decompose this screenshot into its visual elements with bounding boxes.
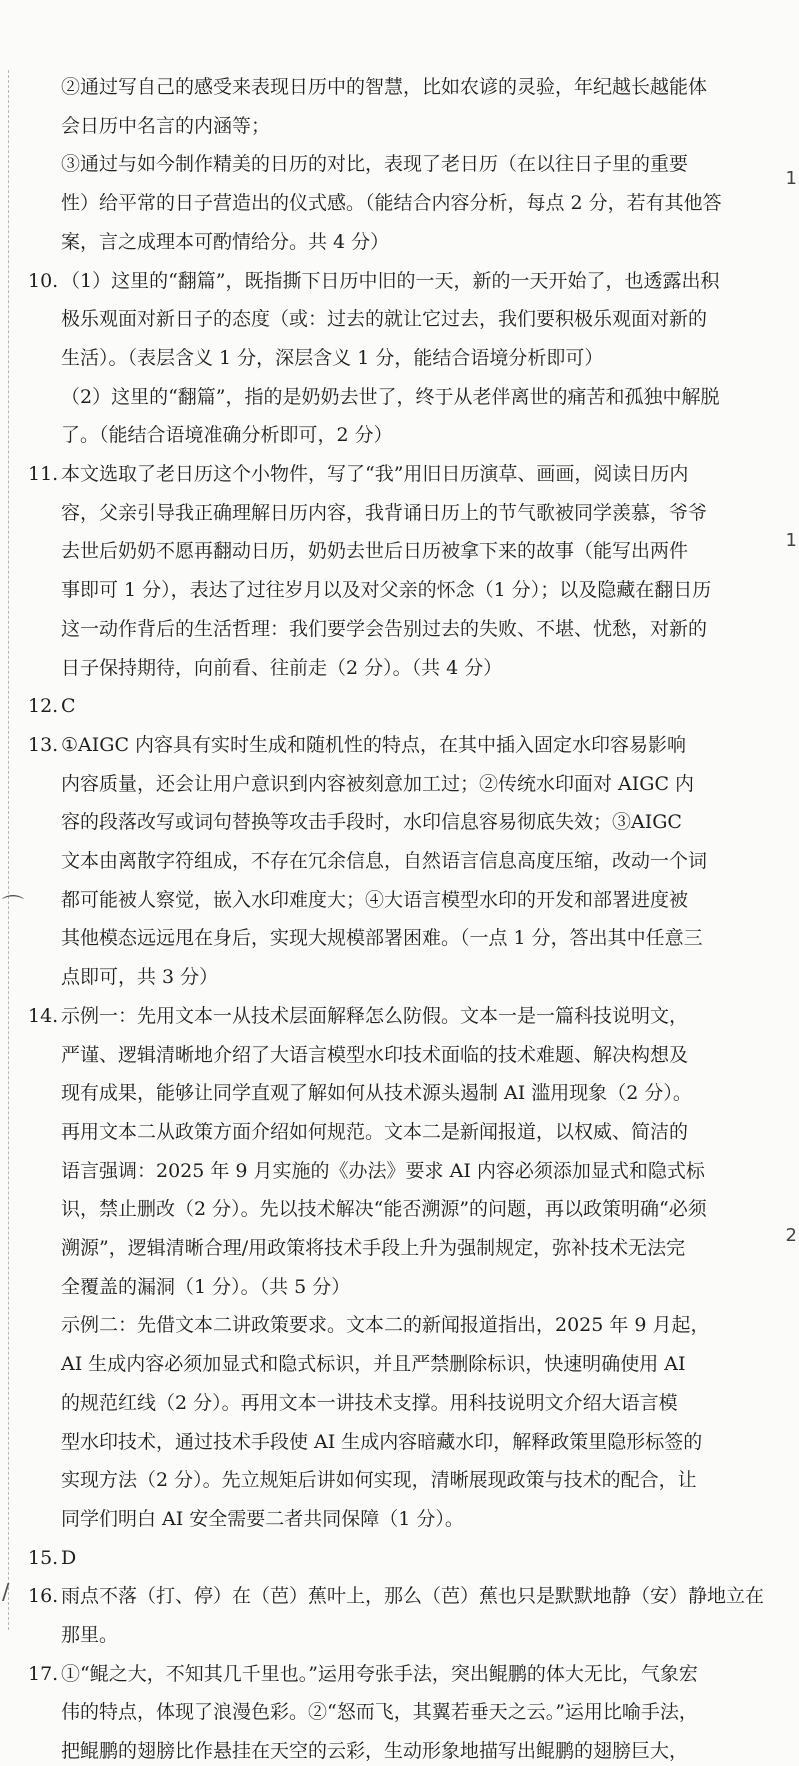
margin-mark: 2 [785,1225,797,1246]
text-line: 事即可 1 分），表达了过往岁月以及对父亲的怀念（1 分）；以及隐藏在翻日历 [61,579,712,601]
pencil-mark-icon: ∕ [2,1580,10,1605]
text-line: 伟的特点，体现了浪漫色彩。②“怒而飞，其翼若垂天之云。”运用比喻手法， [61,1701,698,1723]
text-line: 全覆盖的漏洞（1 分）。（共 5 分） [61,1276,351,1298]
pencil-mark-icon: ⌒ [2,895,25,920]
question-number: 13. [28,734,59,756]
text-line: （2）这里的“翻篇”，指的是奶奶去世了，终于从老伴离世的痛苦和孤独中解脱 [61,386,720,408]
text-line: 溯源”，逻辑清晰合理/用政策将技术手段上升为强制规定，弥补技术无法完 [61,1237,686,1259]
text-line: 型水印技术，通过技术手段使 AI 生成内容暗藏水印，解释政策里隐形标签的 [61,1431,703,1453]
text-line: 同学们明白 AI 安全需要二者共同保障（1 分）。 [61,1508,464,1530]
text-line: C [61,695,76,717]
text-line: 会日历中名言的内涵等； [61,115,271,137]
text-line: 其他模态远远甩在身后，实现大规模部署困难。（一点 1 分，答出其中任意三 [61,927,703,949]
question-number: 12. [28,695,59,717]
text-line: 识，禁止删改（2 分）。先以技术解决“能否溯源”的问题，再以政策明确“必须 [61,1198,707,1220]
text-line: 严谨、逻辑清晰地介绍了大语言模型水印技术面临的技术难题、解决构想及 [61,1044,689,1066]
question-number: 10. [28,270,59,292]
margin-mark: 1 [785,168,797,189]
text-line: D [61,1547,77,1569]
text-line: 内容质量，还会让用户意识到内容被刻意加工过；②传统水印面对 AIGC 内 [61,773,695,795]
text-line: 的规范红线（2 分）。再用文本一讲技术支撑。用科技说明文介绍大语言模 [61,1392,678,1414]
text-line: ①“鲲之大，不知其几千里也。”运用夸张手法，突出鲲鹏的体大无比，气象宏 [61,1663,698,1685]
text-line: 语言强调：2025 年 9 月实施的《办法》要求 AI 内容必须添加显式和隐式标 [61,1160,705,1182]
text-line: 这一动作背后的生活哲理：我们要学会告别过去的失败、不堪、忧愁，对新的 [61,618,708,640]
text-line: 那里。 [61,1624,119,1646]
binding-crease-line [8,70,9,1630]
question-number: 11. [28,463,59,485]
question-number: 17. [28,1663,59,1685]
text-line: 性）给平常的日子营造出的仪式感。（能结合内容分析，每点 2 分，若有其他答 [61,192,722,214]
margin-mark: 1 [785,530,797,551]
text-line: 生活）。（表层含义 1 分，深层含义 1 分，能结合语境分析即可） [61,347,604,369]
text-line: 示例一：先用文本一从技术层面解释怎么防假。文本一是一篇科技说明文， [61,1005,689,1027]
text-line: 文本由离散字符组成，不存在冗余信息，自然语言信息高度压缩，改动一个词 [61,850,708,872]
text-line: 实现方法（2 分）。先立规矩后讲如何实现，清晰展现政策与技术的配合，让 [61,1469,697,1491]
text-line: 本文选取了老日历这个小物件，写了“我”用旧日历演草、画画，阅读日历内 [61,463,689,485]
text-line: 极乐观面对新日子的态度（或：过去的就让它过去，我们要积极乐观面对新的 [61,308,708,330]
text-line: 都可能被人察觉，嵌入水印难度大；④大语言模型水印的开发和部署进度被 [61,889,689,911]
text-line: 了。（能结合语境准确分析即可，2 分） [61,424,393,446]
text-line: 雨点不落（打、停）在（芭）蕉叶上，那么（芭）蕉也只是默默地静（安）静地立在 [61,1585,765,1607]
text-line: 容，父亲引导我正确理解日历内容，我背诵日历上的节气歌被同学羡慕，爷爷 [61,502,708,524]
text-line: 日子保持期待，向前看、往前走（2 分）。（共 4 分） [61,657,503,679]
text-line: ②通过写自己的感受来表现日历中的智慧，比如农谚的灵验，年纪越长越能体 [61,76,708,98]
text-line: ①AIGC 内容具有实时生成和随机性的特点，在其中插入固定水印容易影响 [61,734,687,756]
text-line: （1）这里的“翻篇”，既指撕下日历中旧的一天，新的一天开始了，也透露出积 [61,270,720,292]
text-line: 示例二：先借文本二讲政策要求。文本二的新闻报道指出，2025 年 9 月起， [61,1314,710,1336]
text-line: AI 生成内容必须加显式和隐式标识，并且严禁删除标识，快速明确使用 AI [61,1353,686,1375]
text-line: 点即可，共 3 分） [61,966,219,988]
question-number: 16. [28,1585,59,1607]
text-line: 案，言之成理本可酌情给分。共 4 分） [61,231,390,253]
text-line: 现有成果，能够让同学直观了解如何从技术源头遏制 AI 滥用现象（2 分）。 [61,1082,692,1104]
text-line: 容的段落改写或词句替换等攻击手段时，水印信息容易彻底失效；③AIGC [61,811,682,833]
text-line: 去世后奶奶不愿再翻动日历，奶奶去世后日历被拿下来的故事（能写出两件 [61,540,689,562]
text-line: 把鲲鹏的翅膀比作悬挂在天空的云彩，生动形象地描写出鲲鹏的翅膀巨大， [61,1740,689,1762]
text-line: 再用文本二从政策方面介绍如何规范。文本二是新闻报道，以权威、简洁的 [61,1121,689,1143]
question-number: 15. [28,1547,59,1569]
question-number: 14. [28,1005,59,1027]
text-line: ③通过与如今制作精美的日历的对比，表现了老日历（在以往日子里的重要 [61,153,689,175]
